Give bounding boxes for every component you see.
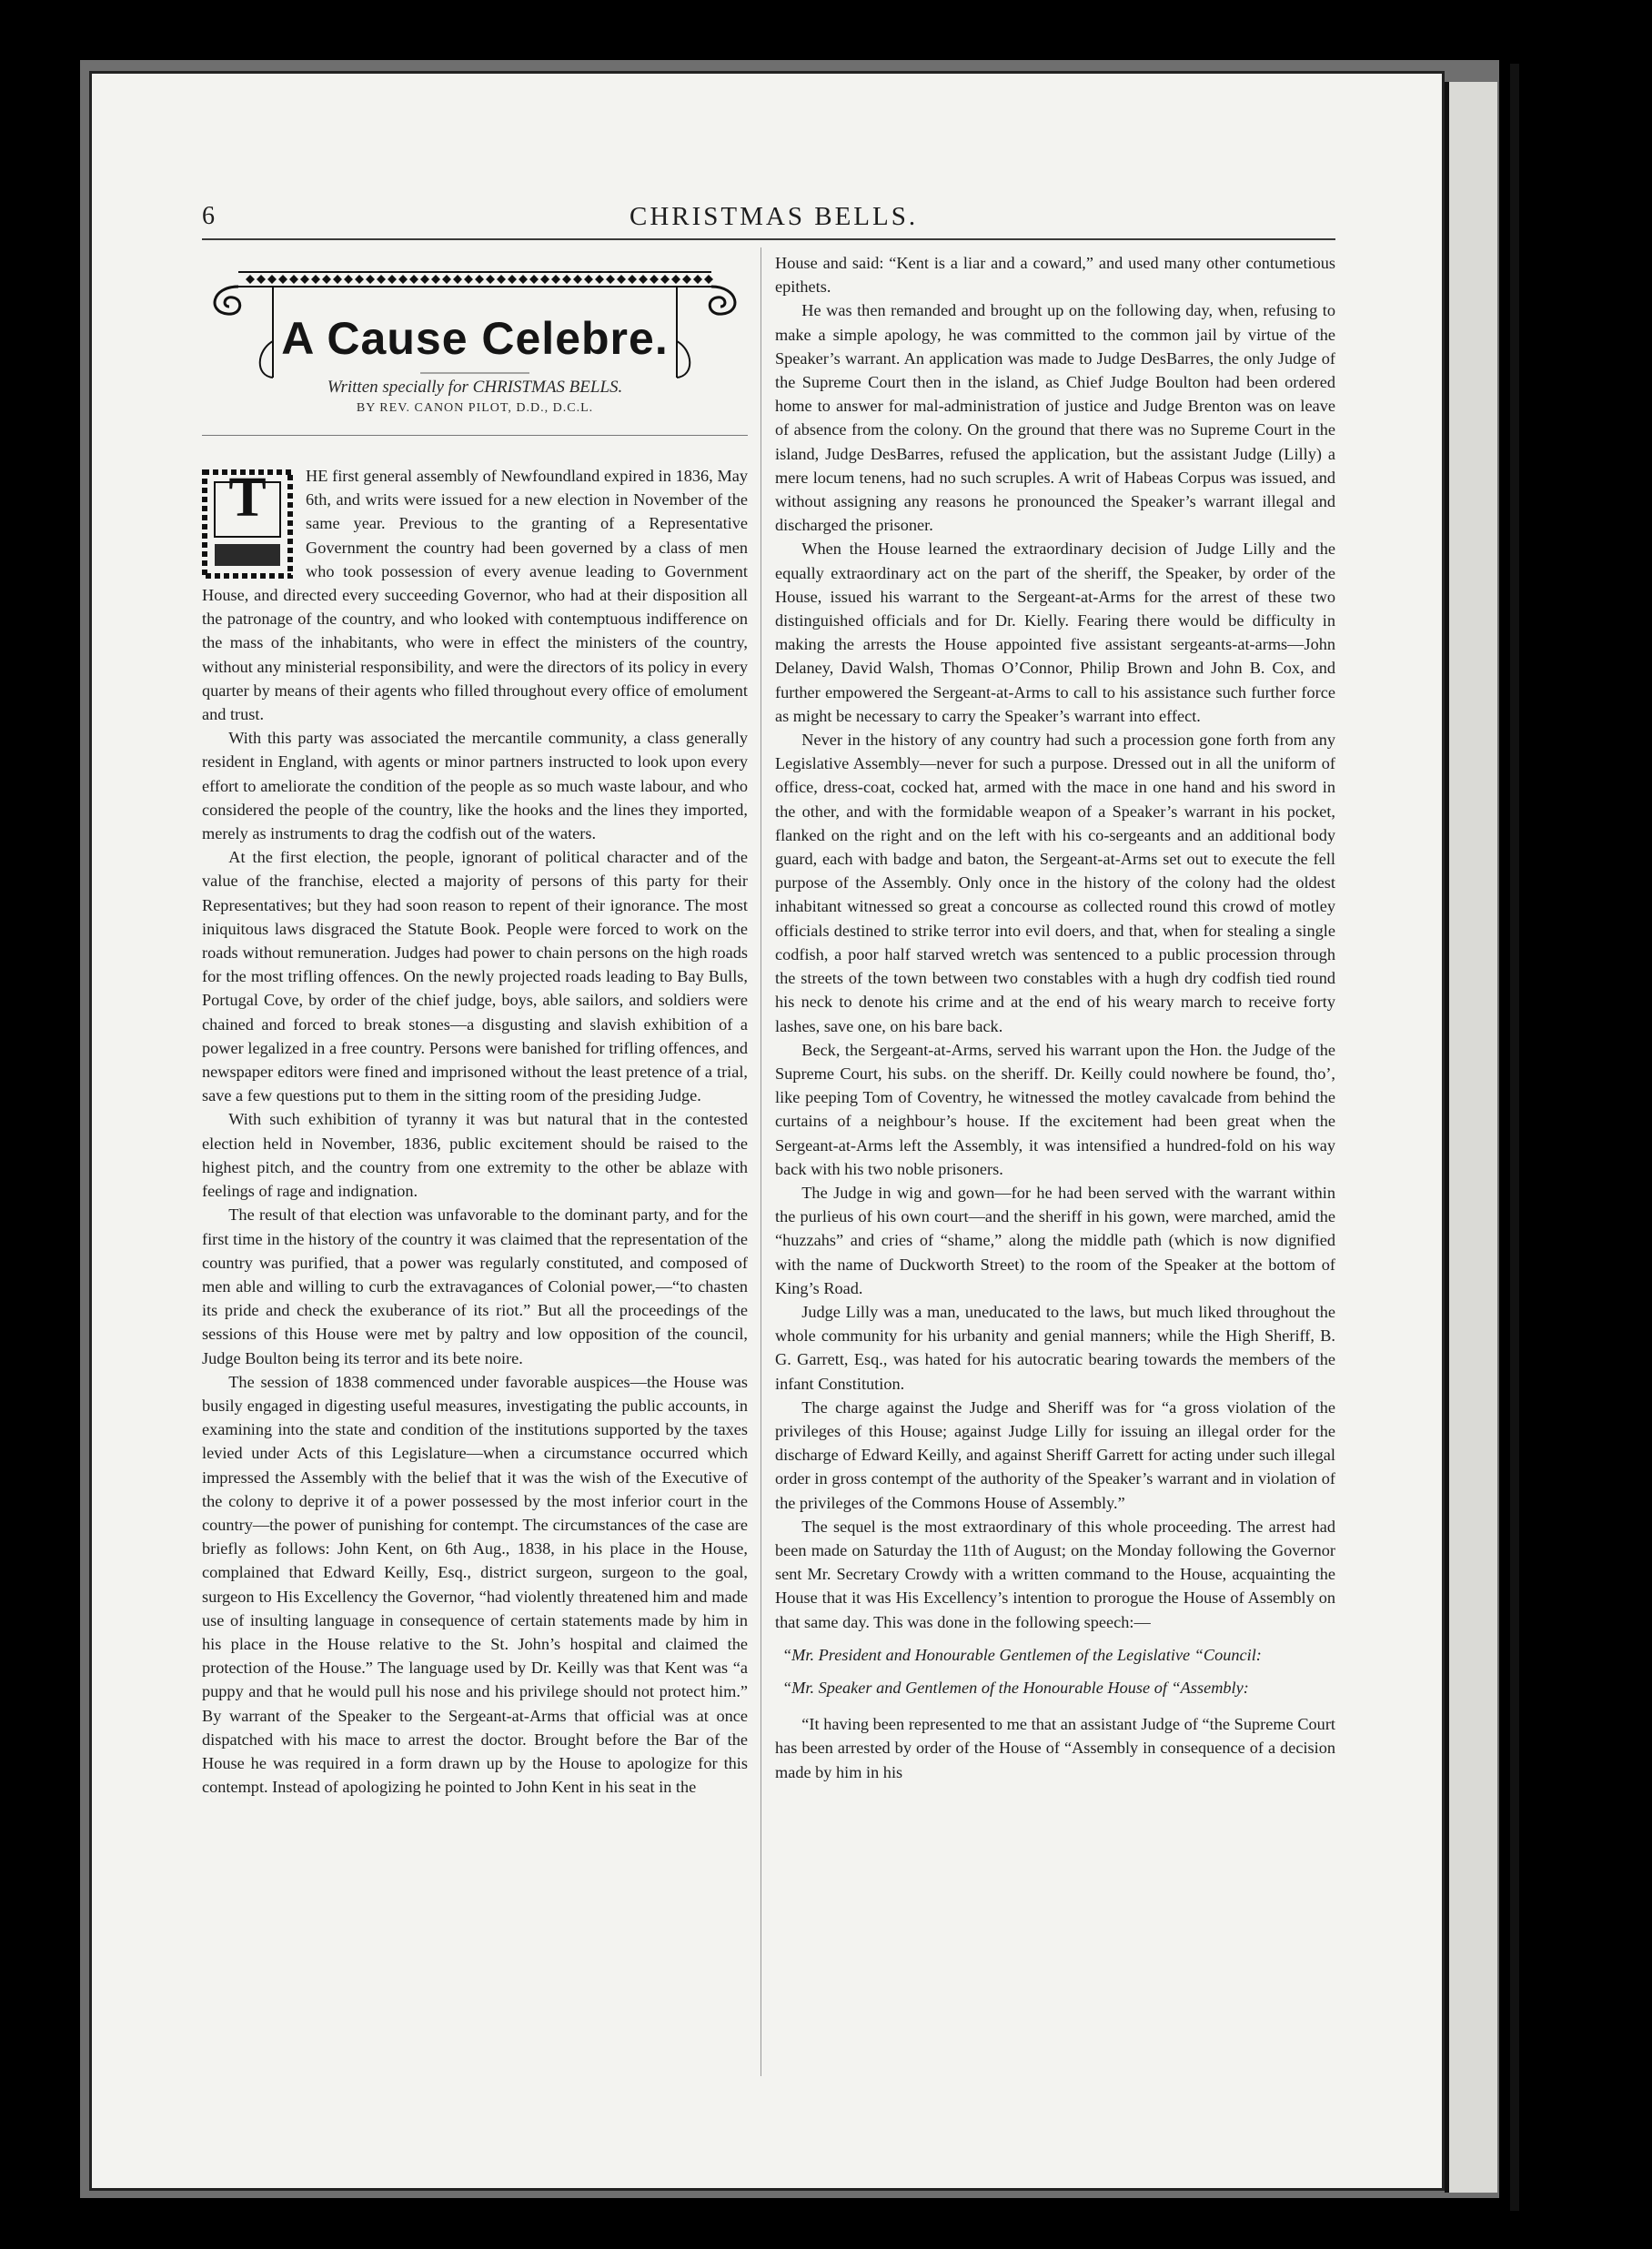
left-paragraph: The result of that election was unfavorable to the dominant party, and for the first time in the history of the country it was claimed that the representation of the country was purified, that a power was regularly constituted, and composed of men able and willing to curb the extravagances of Colonial power,—“to chasten its pride and check the exuberance of its riot.” But all the proceedings of the sessions of this House were met by paltry and low opposition of the council, Judge Boulton being its terror and its bete noire.: [202, 1205, 748, 1367]
right-paragraph: When the House learned the extraordinary decision of Judge Lilly and the equally extraordinary act on the part of the sheriff, the Speaker, by order of the House, issued his warrant to the Sergeant-at-Arms for the arrest of these two distinguished officials and for Dr. Kielly. Fearing there would be difficulty in making the arrests the House appointed five assistant sergeants-at-arms—John Delaney, David Walsh, Thomas O’Connor, Philip Brown and John B. Cox, and further empowered the Sergeant-at-Arms to call to his assistance such further force as might be necessary to carry the Speaker’s warrant into effect.: [775, 540, 1335, 725]
page-binding-edge: [1445, 82, 1497, 2193]
left-paragraph: The session of 1838 commenced under favorable auspices—the House was busily engaged in digesting useful measures, investigating the public accounts, in examining into the state and condition of the institutions supported by the taxes levied under Acts of this Legislature—when a circumstance occurred which impressed the Assembly with the belief that it was the wish of the Executive of the colony to deprive it of a power possessed by the most inferior court in the country—the power of punishing for contempt. The circumstances of the case are briefly as follows: John Kent, on 6th Aug., 1838, in his place in the House, complained that Edward Keilly, Esq., district surgeon, surgeon to the goal, surgeon to His Excellency the Governor, “had violently threatened him and made use of insulting language in consequence of certain statements made by him in his place in the House relative to the St. John’s hospital and claimed the protection of the House.” The language used by Dr. Keilly was that Kent was “a puppy and that he would pull his nose and his privilege should not protect him.” By warrant of the Speaker to the Sergeant-at-Arms that official was at once dispatched with his mace to arrest the doctor. Brought before the Bar of the House he was required in a form drawn up by the House to apologize for this contempt. Instead of apologizing he pointed to John Kent in his seat in the: [202, 1372, 748, 1797]
speech-address-assembly: “Mr. Speaker and Gentlemen of the Honourable House of “Assembly:: [782, 1678, 1249, 1697]
dropcap-letter: T: [228, 467, 267, 529]
right-paragraph: The Judge in wig and gown—for he had been served with the warrant within the purlieus of his own court—and the sheriff in his gown, were marched, amid the “huzzahs” and cries of “shame,” along the middle path (which is now dignified with the name of Duckworth Street) to the room of the Speaker at the bottom of King’s Road.: [775, 1183, 1335, 1297]
right-paragraph: Never in the history of any country had such a procession gone forth from any Legislative Assembly—never for such a purpose. Dressed out in all the uniform of office, dress-coat, cocked hat, armed with the mace in one hand and his sword in the other, and with the formidable weapon of a Speaker’s warrant in his pocket, flanked on the right and on the left with his co-sergeants and an additional body guard, each with badge and baton, the Sergeant-at-Arms set out to execute the fell purpose of the Assembly. Only once in the history of the colony had the oldest inhabitant witnessed so great a concourse as collected round this crowd of motley officials destined to strike terror into evil doers, and that, when for stealing a single codfish, a poor half starved wretch was sentenced to a public procession through the streets of the town between two constables with a hugh dry codfish tied round his neck to denote his crime and at the end of his weary march to receive forty lashes, save one, on his bare back.: [775, 731, 1335, 1035]
right-column: [775, 251, 1335, 1784]
article-title: A Cause Celebre.: [281, 313, 669, 364]
left-paragraph: HE first general assembly of Newfoundland expired in 1836, May 6th, and writs were issued for a new election in November of the same year. Previous to the granting of a Representative Government the country had been governed by a class of men who took possession of every avenue leading to Government House, and directed every succeeding Governor, who had at their disposition all the patronage of the country, and who looked with contemptuous indifference on the mass of the inhabitants, who were in effect the ministers of the country, without any ministerial responsibility, and were the directors of its policy in every quarter by means of their agents who filled throughout every office of emolument and trust.: [202, 467, 748, 724]
speech-address-council: “Mr. President and Honourable Gentlemen of the Legislative “Council:: [782, 1645, 1262, 1664]
left-paragraph: With this party was associated the mercantile community, a class generally resident in England, with agents or minor partners instructed to look upon every effort to ameliorate the condition of the people as so much waste labour, and who considered the people of the country, like the hooks and the lines they imported, merely as instruments to drag the codfish out of the waters.: [202, 729, 748, 843]
binding-shadow: [1510, 64, 1519, 2211]
right-paragraph: The charge against the Judge and Sheriff was for “a gross violation of the privileges of this House; against Judge Lilly for issuing an illegal order for the discharge of Edward Keilly, and against Sheriff Garrett for acting under such illegal order in gross contempt of the authority of the Speaker’s warrant and in violation of the privileges of the Commons House of Assembly.”: [775, 1397, 1335, 1512]
page-number: 6: [202, 202, 215, 230]
dropcap: [202, 469, 293, 579]
right-paragraph: The sequel is the most extraordinary of this whole proceeding. The arrest had been made on Saturday the 11th of August; on the Monday following the Governor sent Mr. Secretary Crowdy with a written command to the House, acquainting the House that it was His Excellency’s intention to prorogue the House of Assembly on that same day. This was done in the following speech:—: [775, 1517, 1335, 1631]
title-separator: [202, 435, 748, 436]
right-paragraph: Judge Lilly was a man, uneducated to the laws, but much liked throughout the whole community for his urbanity and genial manners; while the High Sheriff, B. G. Garrett, Esq., was hated for his autocratic bearing towards the members of the infant Constitution.: [775, 1302, 1335, 1393]
article-byline: BY REV. CANON PILOT, D.D., D.C.L.: [356, 401, 594, 415]
speech-text: “It having been represented to me that an assistant Judge of “the Supreme Court has been arrested by order of the House of “Assembly in consequence of a decision made by him in his: [775, 1715, 1335, 1781]
article-subtitle: Written specially for CHRISTMAS BELLS.: [327, 378, 623, 397]
left-paragraph: With such exhibition of tyranny it was but natural that in the contested election held in November, 1836, public excitement should be raised to the highest pitch, and the country from one extremity to the other be ablaze with feelings of rage and indignation.: [202, 1110, 748, 1201]
left-column: [202, 464, 748, 1799]
right-paragraph: He was then remanded and brought up on the following day, when, refusing to make a simple apology, he was committed to the common jail by virtue of the Speaker’s warrant. An application was made to Judge DesBarres, the only Judge of the Supreme Court then in the island, as Chief Judge Boulton had been ordered home to answer for mal-administration of justice and Judge Brenton was on leave of absence from the colony. On the ground that there was no Supreme Court in the island, Judge DesBarres, refused the application, but the assistant Judge (Lilly) a mere locum tenens, had no such scruples. A writ of Habeas Corpus was issued, and without assigning any reasons he pronounced the Speaker’s warrant illegal and discharged the prisoner.: [775, 301, 1335, 535]
running-title: CHRISTMAS BELLS.: [630, 202, 919, 231]
right-paragraph: Beck, the Sergeant-at-Arms, served his warrant upon the Hon. the Judge of the Supreme Court, his subs. on the sheriff. Dr. Keilly could nowhere be found, tho’, like peeping Tom of Coventry, he witnessed the motley cavalcade from behind the curtains of a neighbour’s house. If the excitement had been great when the Sergeant-at-Arms left the Assembly, it was intensified a hundred-fold on his way back with his two noble prisoners.: [775, 1040, 1335, 1178]
header-rule: [202, 238, 1335, 240]
title-banner: [202, 268, 748, 423]
right-paragraph: House and said: “Kent is a liar and a coward,” and used many other contumetious epithets.: [775, 254, 1335, 297]
left-paragraph: At the first election, the people, ignorant of political character and of the value of the franchise, elected a majority of persons of this party for their Representatives; but they had soon reason to repent of their ignorance. The most iniquitous laws disgraced the Statute Book. People were forced to work on the roads without remuneration. Judges had power to chain persons on the high roads for the most trifling offences. On the newly projected roads leading to Bay Bulls, Portugal Cove, by order of the chief judge, boys, able sailors, and soldiers were chained and forced to break stones—a disgusting and slavish exhibition of a power legalized in a free country. Persons were banished for trifling offences, and newspaper editors were fined and imprisoned without the least pretence of a trial, save a few questions put to them in the sitting room of the presiding Judge.: [202, 848, 748, 1105]
